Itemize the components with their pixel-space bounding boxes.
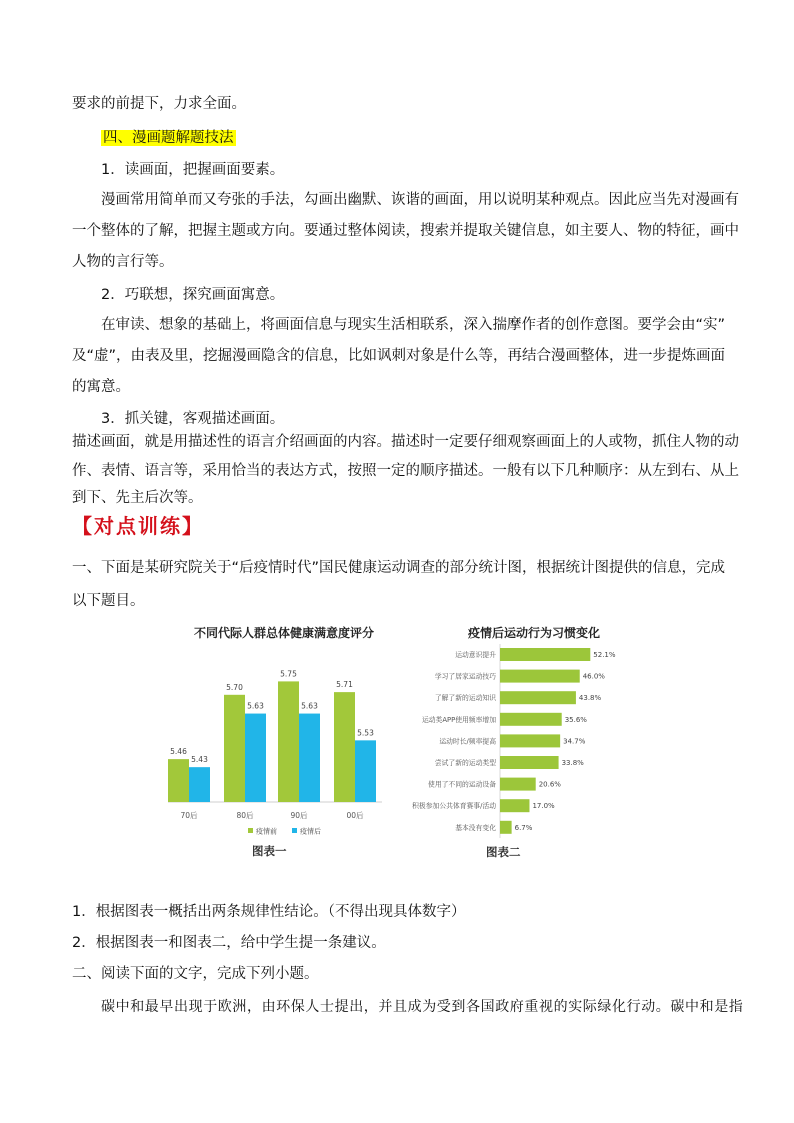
chart-2-plot bbox=[382, 616, 630, 844]
data-label: 5.63 bbox=[301, 701, 318, 711]
category-label: 运动时长/频率提高 bbox=[439, 737, 496, 746]
bar-了解了新的运动知识 bbox=[500, 691, 576, 704]
tip-2-title: 2．巧联想，探究画面寓意。 bbox=[101, 287, 285, 303]
legend-swatch bbox=[248, 828, 253, 833]
bar-00后-疫情后 bbox=[355, 740, 376, 802]
bar-80后-疫情后 bbox=[245, 714, 266, 802]
bar-运动类APP使用频率增加 bbox=[500, 713, 562, 726]
category-label: 了解了新的运动知识 bbox=[434, 694, 496, 703]
category-label: 学习了居家运动技巧 bbox=[434, 672, 496, 681]
tip-1-title: 1．读画面，把握画面要素。 bbox=[101, 162, 285, 178]
chart-2 bbox=[382, 616, 630, 858]
bar-70后-疫情后 bbox=[189, 767, 210, 802]
data-label: 43.8% bbox=[578, 694, 602, 703]
question-1-line-1: 一、下面是某研究院关于“后疫情时代”国民健康运动调查的部分统计图，根据统计图提供的信息，完成 bbox=[72, 560, 726, 576]
chart-1-caption: 图表一 bbox=[252, 844, 287, 858]
data-label: 5.75 bbox=[280, 669, 297, 679]
section-heading bbox=[101, 128, 236, 148]
data-label: 52.1% bbox=[593, 651, 616, 659]
tip-2-line-2: 及“虚”，由表及里，挖掘漫画隐含的信息，比如讽刺对象是什么等，再结合漫画整体，进一步提炼画面 bbox=[72, 348, 726, 364]
bar-积极参加公共体育赛事/活动 bbox=[500, 799, 529, 812]
chart-2-title: 疫情后运动行为习惯变化 bbox=[468, 626, 601, 640]
data-label: 5.71 bbox=[336, 680, 353, 690]
category-label: 积极参加公共体育赛事/活动 bbox=[412, 802, 496, 811]
bar-90后-疫情前 bbox=[278, 681, 299, 802]
bar-使用了不同的运动设备 bbox=[500, 778, 536, 791]
data-label: 5.70 bbox=[226, 682, 243, 692]
legend-swatch bbox=[292, 828, 297, 833]
legend-label: 疫情后 bbox=[300, 827, 321, 836]
bar-90后-疫情后 bbox=[299, 714, 320, 802]
tip-2-line-1: 在审读、想象的基础上，将画面信息与现实生活相联系，深入揣摩作者的创作意图。要学会由“实” bbox=[101, 317, 726, 333]
bar-基本没有变化 bbox=[500, 821, 512, 834]
bar-70后-疫情前 bbox=[168, 759, 189, 802]
data-label: 5.46 bbox=[170, 747, 187, 757]
sub-question-1: 1．根据图表一概括出两条规律性结论。（不得出现具体数字） bbox=[72, 904, 466, 920]
data-label: 5.63 bbox=[247, 701, 264, 711]
x-tick-label: 90后 bbox=[290, 811, 308, 820]
category-label: 使用了不同的运动设备 bbox=[428, 780, 496, 789]
data-label: 35.6% bbox=[564, 715, 587, 724]
legend-label: 疫情前 bbox=[256, 827, 277, 836]
category-label: 基本没有变化 bbox=[455, 823, 496, 832]
tip-2-line-3: 的寓意。 bbox=[72, 379, 130, 395]
tip-3-line-2: 作、表情、语言等，采用恰当的表达方式，按照一定的顺序描述。一般有以下几种顺序：从左到右、从上 bbox=[72, 463, 739, 479]
tip-3-line-3: 到下、先主后次等。 bbox=[72, 490, 203, 506]
bar-运动意识提升 bbox=[500, 648, 590, 661]
sub-question-2: 2．根据图表一和图表二，给中学生提一条建议。 bbox=[72, 935, 386, 951]
tip-1-line-3: 人物的言行等。 bbox=[72, 254, 174, 270]
reading-passage-line-1: 碳中和最早出现于欧洲，由环保人士提出，并且成为受到各国政府重视的实际绿化行动。碳中和是指 bbox=[101, 999, 744, 1015]
data-label: 34.7% bbox=[563, 737, 586, 746]
data-label: 33.8% bbox=[561, 759, 584, 767]
paragraph-continuation: 要求的前提下，力求全面。 bbox=[72, 96, 246, 112]
data-label: 5.43 bbox=[191, 755, 208, 765]
chart-1-title: 不同代际人群总体健康满意度评分 bbox=[194, 626, 375, 640]
category-label: 运动类APP使用频率增加 bbox=[421, 715, 496, 724]
tip-3-title: 3．抓关键，客观描述画面。 bbox=[101, 411, 285, 427]
x-tick-label: 70后 bbox=[180, 811, 198, 820]
tip-1-line-1: 漫画常用简单而又夸张的手法，勾画出幽默、诙谐的画面，用以说明某种观点。因此应当先对漫画有 bbox=[101, 192, 739, 208]
tip-1-line-2: 一个整体的了解，把握主题或方向。要通过整体阅读，搜索并提取关键信息，如主要人、物的特征，画中 bbox=[72, 223, 739, 239]
category-label: 尝试了新的运动类型 bbox=[434, 759, 496, 767]
highlighted-heading: 四、漫画题解题技法 bbox=[103, 130, 234, 146]
x-tick-label: 00后 bbox=[346, 811, 364, 820]
bar-学习了居家运动技巧 bbox=[500, 670, 580, 683]
category-label: 运动意识提升 bbox=[455, 651, 496, 659]
question-2: 二、阅读下面的文字，完成下列小题。 bbox=[72, 966, 319, 982]
bar-运动时长/频率提高 bbox=[500, 734, 560, 747]
question-1-line-2: 以下题目。 bbox=[72, 593, 145, 609]
chart-1-plot bbox=[168, 614, 382, 836]
chart-1 bbox=[168, 614, 382, 858]
data-label: 6.7% bbox=[514, 823, 533, 832]
data-label: 5.53 bbox=[357, 728, 374, 738]
exercise-title: 【对点训练】 bbox=[72, 514, 204, 538]
bar-尝试了新的运动类型 bbox=[500, 756, 559, 769]
bar-00后-疫情前 bbox=[334, 692, 355, 802]
x-tick-label: 80后 bbox=[236, 811, 254, 820]
data-label: 46.0% bbox=[582, 672, 605, 681]
bar-80后-疫情前 bbox=[224, 695, 245, 802]
chart-2-caption: 图表二 bbox=[486, 845, 521, 859]
data-label: 20.6% bbox=[538, 780, 561, 789]
tip-3-line-1: 描述画面，就是用描述性的语言介绍画面的内容。描述时一定要仔细观察画面上的人或物，抓住人物的动 bbox=[72, 434, 739, 450]
data-label: 17.0% bbox=[532, 802, 555, 811]
